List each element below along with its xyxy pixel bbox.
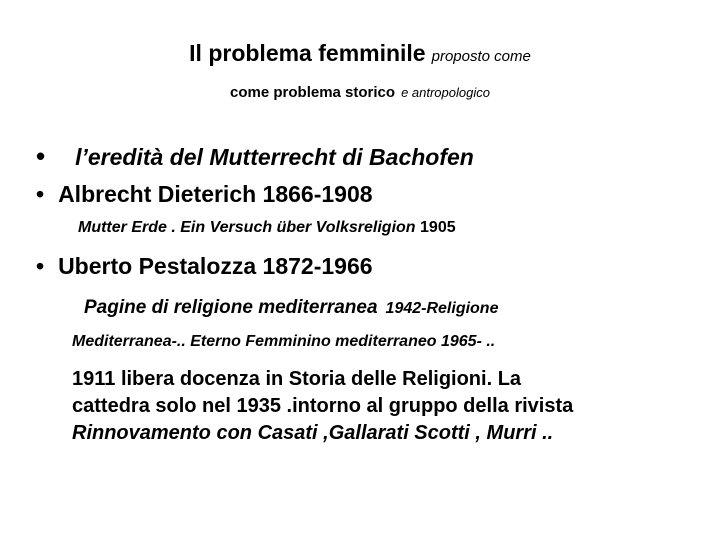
pestalozza-work-small: 1942-Religione [385, 300, 499, 317]
bullet-icon: • [36, 253, 45, 279]
bullet-text-pestalozza: Uberto Pestalozza 1872-1966 [58, 253, 373, 279]
bullet-icon: • [36, 141, 46, 171]
subtitle-small: e antropologico [401, 85, 490, 100]
dieterich-work [78, 219, 456, 237]
paragraph-line-3: Rinnovamento con Casati ,Gallarati Scotti , Murri .. [72, 422, 554, 444]
bullet-text-bachofen: l’eredità del Mutterrecht di Bachofen [75, 144, 474, 170]
pestalozza-work-title: Pagine di religione mediterranea [84, 297, 378, 318]
paragraph-line-2: cattedra solo nel 1935 .intorno al gruppo della rivista [72, 395, 574, 417]
title-main-small: proposto come [431, 48, 531, 65]
pestalozza-works-line2: Mediterranea-.. Eterno Femminino mediterraneo 1965- .. [72, 333, 496, 350]
bullet-text-dieterich: Albrecht Dieterich 1866-1908 [58, 181, 373, 207]
dieterich-work-year: 1905 [420, 219, 456, 236]
slide-subtitle [0, 84, 720, 101]
bullet-item-bachofen [36, 141, 474, 172]
bullet-item-dieterich [36, 181, 373, 208]
subtitle-main: come problema storico [230, 84, 396, 101]
title-main: Il problema femminile [189, 40, 426, 66]
dieterich-work-title: Mutter Erde . Ein Versuch über Volksreligion [78, 219, 416, 236]
slide-title [0, 40, 720, 67]
pestalozza-paragraph [72, 366, 712, 447]
bullet-item-pestalozza [36, 253, 373, 280]
pestalozza-works-line1 [84, 297, 498, 319]
paragraph-line-1: 1911 libera docenza in Storia delle Religioni. La [72, 368, 522, 390]
bullet-icon: • [36, 181, 45, 207]
